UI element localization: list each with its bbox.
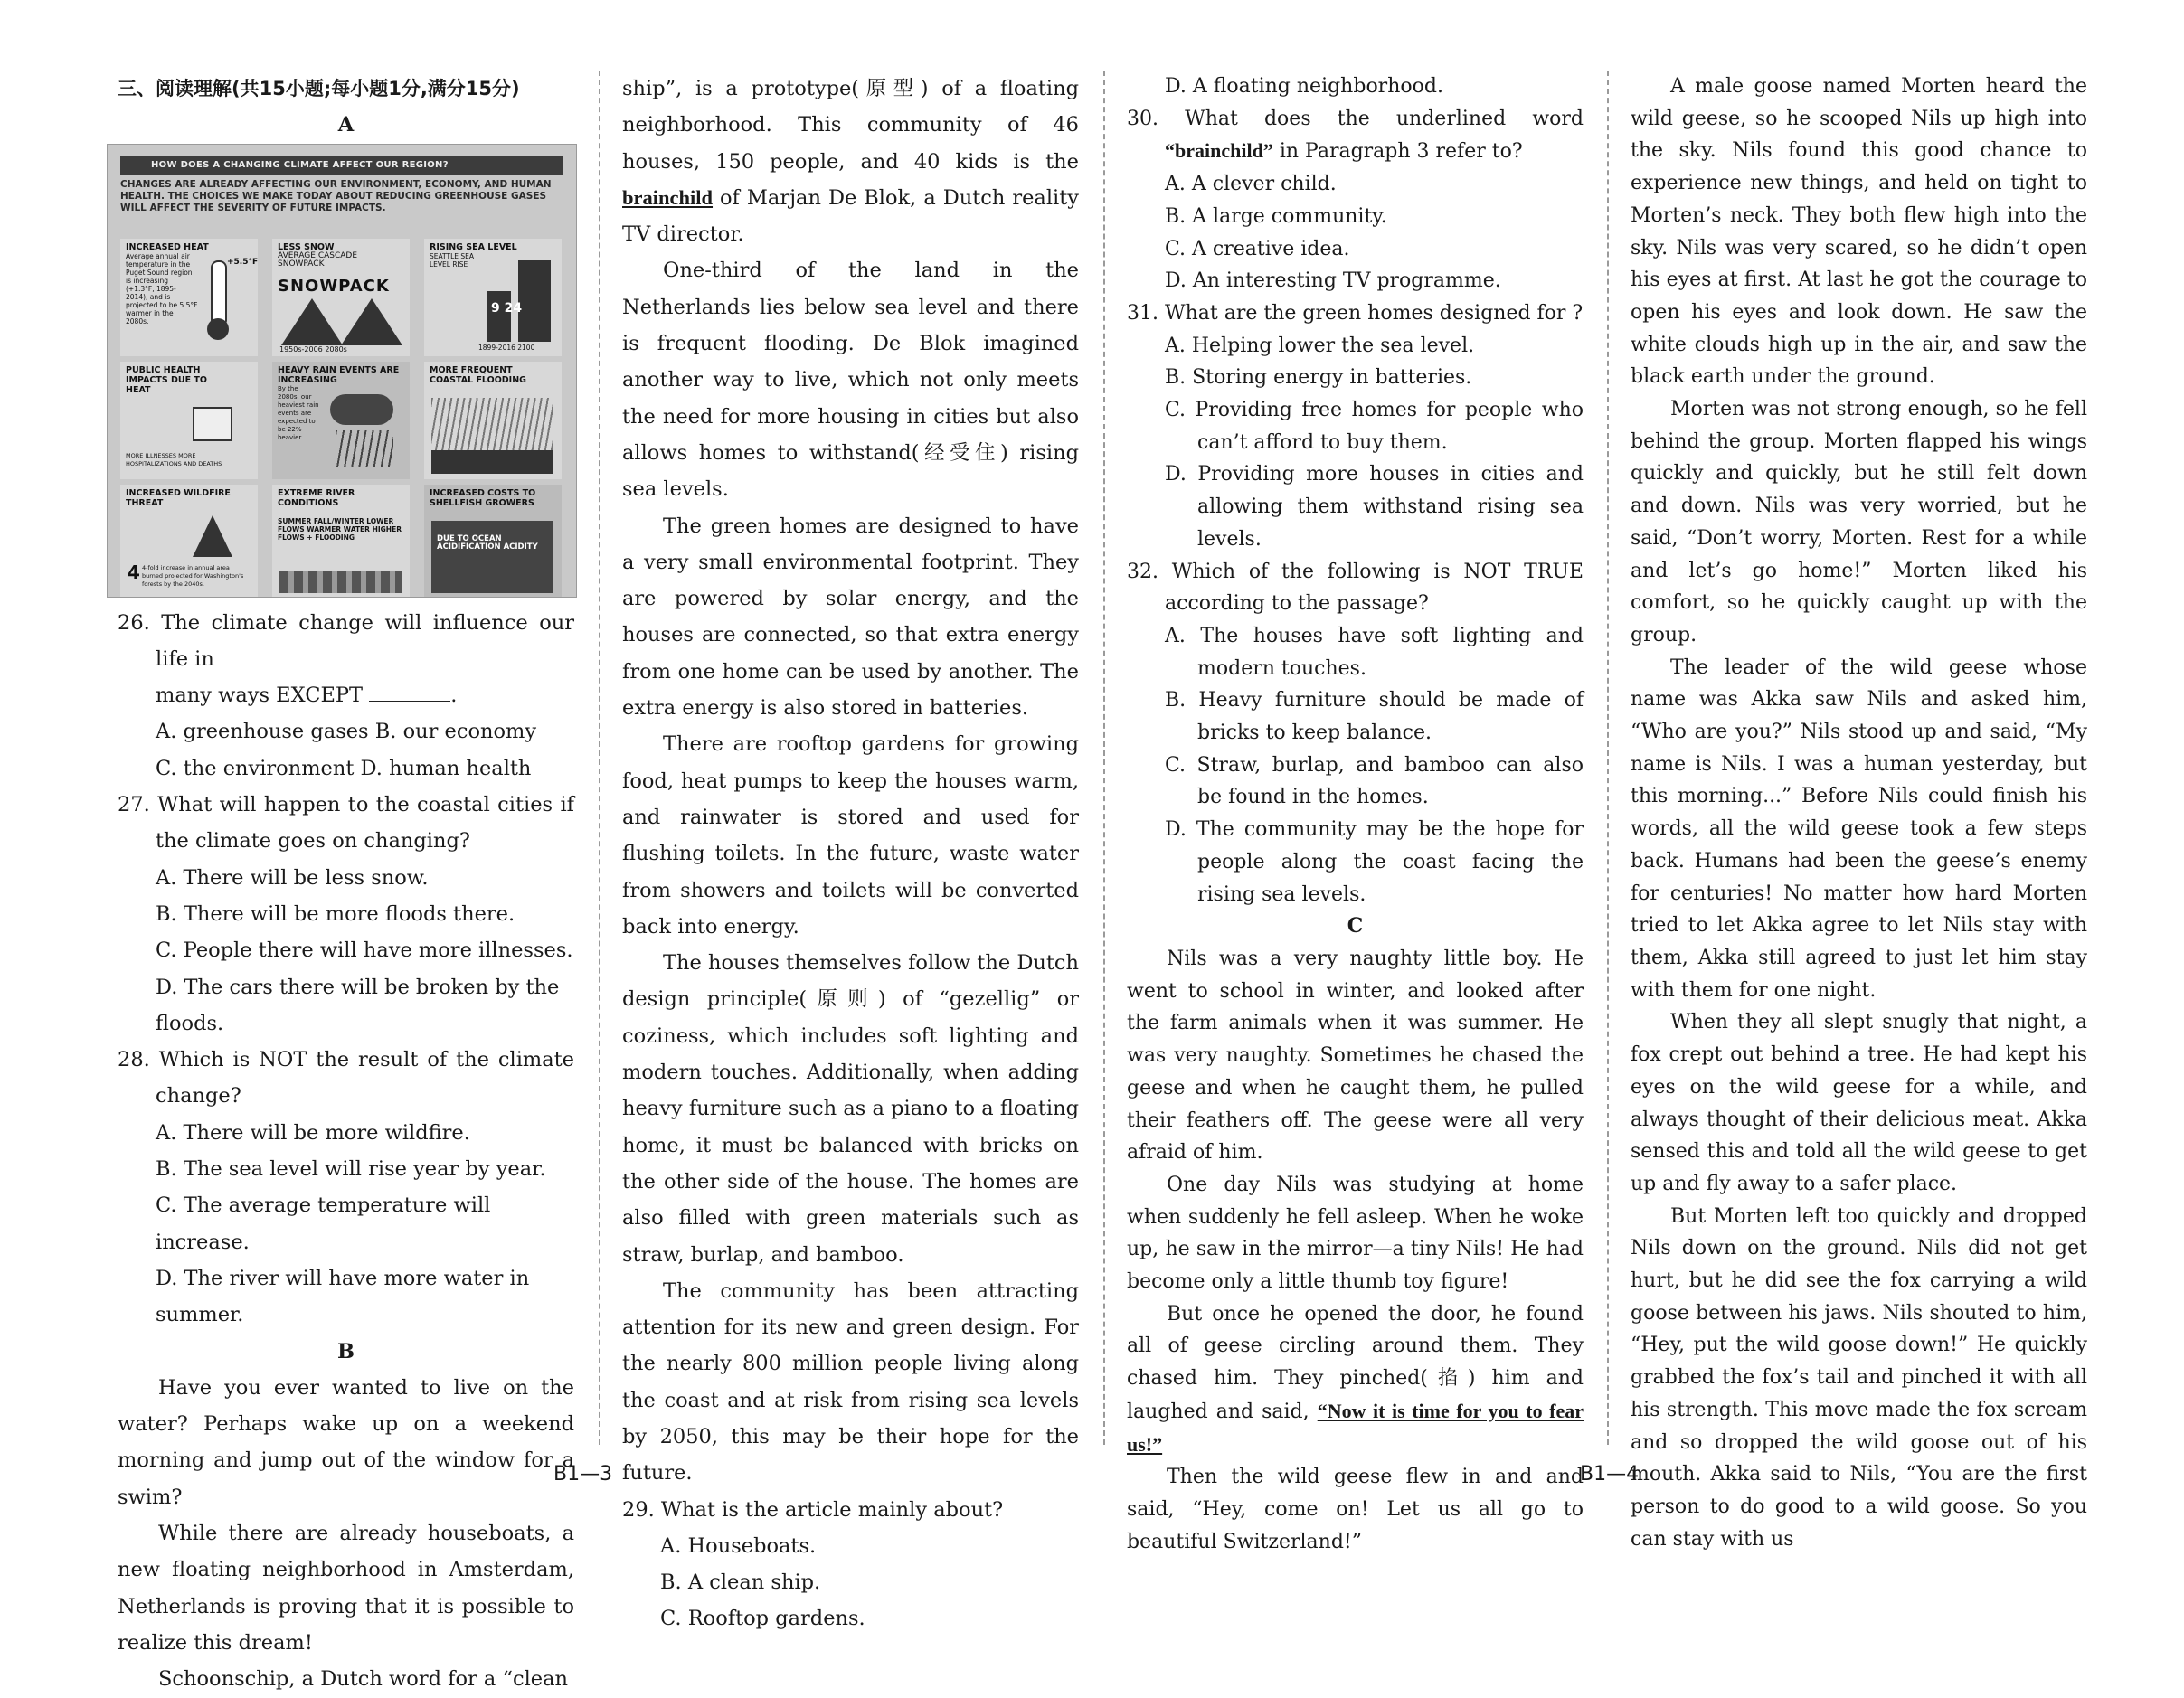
q29-option-b: B. A clean ship.	[660, 1571, 821, 1595]
passage-b-paragraph-4: One-third of the land in the Netherlands lies below sea level and there is frequent flooding. De Blok imagined another way to live, which not only meets the need for more housing in cities but also allows homes to withstand(经受住) rising sea levels.	[622, 259, 1079, 502]
passage-b-paragraph-5: The green homes are designed to have a very small environmental footprint. They are powered by solar energy, and the houses are connected, so that extra energy from one home can be used by another. The extra energy is also stored in batteries.	[622, 514, 1079, 721]
climate-infographic	[107, 144, 577, 598]
hospital-icon	[193, 407, 232, 441]
flood-icon	[431, 398, 553, 450]
q29-option-a: A. Houseboats.	[660, 1533, 817, 1558]
q30-option-c: C. A creative idea.	[1165, 237, 1350, 260]
infographic-title: HOW DOES A CHANGING CLIMATE AFFECT OUR REGION?	[120, 156, 563, 175]
answer-blank	[369, 684, 450, 702]
mountain-icon-2	[341, 298, 402, 345]
q31-option-c: C. Providing free homes for people who can’t afford to buy them.	[1165, 399, 1584, 454]
q29-option-c: C. Rooftop gardens.	[660, 1607, 865, 1631]
passage-b-paragraph-8: The community has been attracting attention for its new and green design. For the nearly 800 million people living along the coast and at risk from rising sea levels by 2050, this may be their hope for the future.	[622, 1278, 1079, 1486]
q30-option-d: D. An interesting TV programme.	[1165, 269, 1501, 293]
question-26: 26. The climate change will influence our life in many ways EXCEPT .	[118, 610, 574, 708]
underlined-word-brainchild: brainchild	[622, 185, 714, 209]
q31-option-d: D. Providing more houses in cities and allowing them withstand rising sea levels.	[1165, 463, 1584, 551]
passage-c-paragraph-6: Morten was not strong enough, so he fell behind the group. Morten flapped his wings quickly and quickly, but he still felt down and down. Nils was very worried, but he said, “Don’t worry, Morten. Rest for a while and let’s go home!” Morten liked his comfort, so he quickly caught up with the group.	[1631, 398, 2087, 646]
passage-b-label: B	[336, 1339, 355, 1363]
tile-less-snow: LESS SNOW AVERAGE CASCADE SNOWPACK SNOWPACK 1950s-2006 2080s	[272, 239, 410, 356]
page-number-right: B1—4	[1580, 1463, 1640, 1486]
tile-wildfire: INCREASED WILDFIRE THREAT 4 4-fold increase in annual area burned projected for Washington's forests by the 2040s.	[120, 485, 258, 598]
column-1	[118, 71, 574, 1698]
q32-option-a: A. The houses have soft lighting and modern touches.	[1165, 624, 1584, 680]
tile-shellfish: INCREASED COSTS TO SHELLFISH GROWERS DUE TO OCEAN ACIDIFICATION ACIDITY	[424, 485, 562, 598]
q26-option-row-2: C. the environment D. human health	[156, 756, 532, 780]
passage-c-paragraph-7: The leader of the wild geese whose name was Akka saw Nils and asked him, “Who are you?” Nils stood up and said, “My name is Nils. I was a human yesterday, but this morning...” Before Nils could finish his words, all the wild geese took a few steps back. Humans had been the geese’s enemy for centuries! No matter how hard Morten tried to let Akka agree to let Nils stay with them, Akka still agreed to just let him stay with them for one night.	[1631, 656, 2087, 1002]
question-27: 27. What will happen to the coastal cities if the climate goes on changing?	[118, 793, 574, 854]
column-divider-3	[1607, 71, 1609, 1445]
mountain-icon	[281, 298, 343, 345]
question-31: 31. What are the green homes designed for ?	[1127, 301, 1584, 325]
q28-option-b: B. The sea level will rise year by year.	[156, 1157, 546, 1182]
passage-c-paragraph-5: A male goose named Morten heard the wild geese, so he scooped Nils up high into the sky. Nils found this good chance to experience new things, and held on tight to Morten’s neck. They both flew high into the sky. Nils was very scared, so he didn’t open his eyes at first. At last he got the courage to open his eyes and look down. He saw the white clouds high up in the air, and saw the black earth under the ground.	[1631, 75, 2087, 389]
passage-c-label: C	[1347, 914, 1364, 939]
page-number-left: B1—3	[553, 1463, 613, 1486]
tile-public-health: PUBLIC HEALTH IMPACTS DUE TO HEAT MORE ILLNESSES MORE HOSPITALIZATIONS AND DEATHS	[120, 362, 258, 479]
passage-a-label: A	[337, 113, 355, 137]
column-3	[1127, 71, 1584, 1558]
passage-c-paragraph-3: But once he opened the door, he found all of geese circling around them. They chased him. They pinched(掐) him and laughed and said, “Now it is time for you to fear us!”	[1127, 1302, 1584, 1456]
column-2	[622, 71, 1079, 1637]
tile-extreme-river: EXTREME RIVER CONDITIONS SUMMER FALL/WINTER LOWER FLOWS WARMER WATER HIGHER FLOWS + FLOODING	[272, 485, 410, 598]
q32-option-b: B. Heavy furniture should be made of bricks to keep balance.	[1165, 689, 1584, 745]
tile-heavy-rain: HEAVY RAIN EVENTS ARE INCREASING By the 2080s, our heaviest rain events are expected to be 22% heavier.	[272, 362, 410, 479]
passage-c-paragraph-1: Nils was a very naughty little boy. He went to school in winter, and looked after the farm animals when it was summer. He was very naughty. Sometimes he chased the geese and when he caught them, he pulled their feathers off. The geese were all very afraid of him.	[1127, 947, 1584, 1165]
passage-b-paragraph-6: There are rooftop gardens for growing food, heat pumps to keep the houses warm, and rainwater is stored and used for flushing toilets. In the future, waste water from showers and toilets will be converted back into energy.	[622, 732, 1079, 939]
q27-option-b: B. There will be more floods there.	[156, 901, 515, 926]
q30-option-a: A. A clever child.	[1165, 173, 1337, 196]
tile-coastal-flooding: MORE FREQUENT COASTAL FLOODING	[424, 362, 562, 479]
q28-option-a: A. There will be more wildfire.	[156, 1120, 470, 1145]
fire-icon	[193, 515, 232, 557]
underlined-quote: “Now it is time for you to fear us!”	[1127, 1399, 1584, 1456]
question-28: 28. Which is NOT the result of the climate change?	[118, 1048, 574, 1108]
river-icon	[279, 571, 402, 593]
tile-rising-sea-level: RISING SEA LEVEL SEATTLE SEA LEVEL RISE 9 24 1899-2016 2100	[424, 239, 562, 356]
passage-b-paragraph-2: While there are already houseboats, a new floating neighborhood in Amsterdam, Netherlands is proving that it is possible to realize this dream!	[118, 1522, 574, 1655]
q31-option-a: A. Helping lower the sea level.	[1165, 334, 1475, 357]
passage-b-paragraph-3-start: Schoonschip, a Dutch word for a “clean	[158, 1667, 568, 1692]
question-32: 32. Which of the following is NOT TRUE according to the passage?	[1127, 560, 1584, 616]
q32-option-d: D. The community may be the hope for people along the coast facing the rising sea levels.	[1165, 818, 1584, 906]
column-divider-1	[599, 71, 600, 1445]
passage-b-paragraph-3-cont: ship”, is a prototype(原型) of a floating neighborhood. This community of 46 houses, 150 people, and 40 kids is the brainchild of Marjan De Blok, a Dutch reality TV director.	[622, 77, 1079, 247]
q26-option-row-1: A. greenhouse gases B. our economy	[156, 720, 537, 744]
passage-c-paragraph-9: But Morten left too quickly and dropped Nils down on the ground. Nils did not get hurt, but he did see the fox carrying a wild goose between his jaws. Nils shouted to him, “Hey, put the wild goose down!” He quickly grabbed the fox’s tail and pinched it with all his strength. This move made the fox scream and so dropped the wild goose out of his mouth. Akka said to Nils, “You are the first person to do good to a wild goose. So you can stay with us	[1631, 1204, 2087, 1551]
passage-c-paragraph-4: Then the wild geese flew in and and said, “Hey, come on! Let us all go to beautiful Switzerland!”	[1127, 1466, 1584, 1553]
column-4	[1631, 71, 2087, 1555]
q27-option-d: D. The cars there will be broken by the floods.	[156, 975, 560, 1035]
passage-b-paragraph-7: The houses themselves follow the Dutch design principle(原则) of “gezellig” or coziness, which includes soft lighting and modern touches. Additionally, when adding heavy furniture such as a piano to a floating home, it must be balanced with bricks on the other side of the house. The homes are also filled with green materials such as straw, burlap, and bamboo.	[622, 951, 1079, 1267]
q30-option-b: B. A large community.	[1165, 204, 1387, 228]
q27-option-c: C. People there will have more illnesses.	[156, 939, 573, 963]
section-header: 三、阅读理解(共15小题;每小题1分,满分15分)	[118, 78, 520, 99]
quoted-word-brainchild: “brainchild”	[1165, 139, 1273, 163]
passage-b-paragraph-1: Have you ever wanted to live on the water? Perhaps wake up on a weekend morning and jump out of the window for a swim?	[118, 1375, 574, 1509]
q31-option-b: B. Storing energy in batteries.	[1165, 366, 1472, 390]
thermometer-icon	[211, 260, 227, 327]
question-30: 30. What does the underlined word “brainchild” in Paragraph 3 refer to?	[1127, 107, 1584, 164]
passage-c-paragraph-8: When they all slept snugly that night, a fox crept out behind a tree. He had kept his eyes on the wild geese for a while, and always thought of their delicious meat. Akka sensed this and told all the wild geese to get up and fly away to a safer place.	[1631, 1011, 2087, 1195]
column-divider-2	[1103, 71, 1105, 1445]
q32-option-c: C. Straw, burlap, and bamboo can also be found in the homes.	[1165, 753, 1584, 809]
passage-c-paragraph-2: One day Nils was studying at home when suddenly he fell asleep. When he woke up, he saw in the mirror—a tiny Nils! He had become only a little thumb toy figure!	[1127, 1173, 1584, 1294]
question-29: 29. What is the article mainly about?	[622, 1497, 1004, 1522]
q28-option-c: C. The average temperature will increase.	[156, 1193, 491, 1254]
q27-option-a: A. There will be less snow.	[156, 865, 429, 890]
infographic-intro: CHANGES ARE ALREADY AFFECTING OUR ENVIRONMENT, ECONOMY, AND HUMAN HEALTH. THE CHOICES WE MAKE TODAY ABOUT REDUCING GREENHOUSE GASES WILL AFFECT THE SEVERITY OF FUTURE IMPACTS.	[120, 178, 552, 213]
tile-increased-heat: INCREASED HEAT Average annual air temperature in the Puget Sound region is increasing (+1.3°F, 1895-2014), and is projected to be 5.5°F warmer in the 2080s. +5.5°F	[120, 239, 258, 356]
q29-option-d: D. A floating neighborhood.	[1165, 75, 1443, 98]
rain-cloud-icon	[330, 394, 393, 425]
q28-option-d: D. The river will have more water in summer.	[156, 1266, 530, 1327]
